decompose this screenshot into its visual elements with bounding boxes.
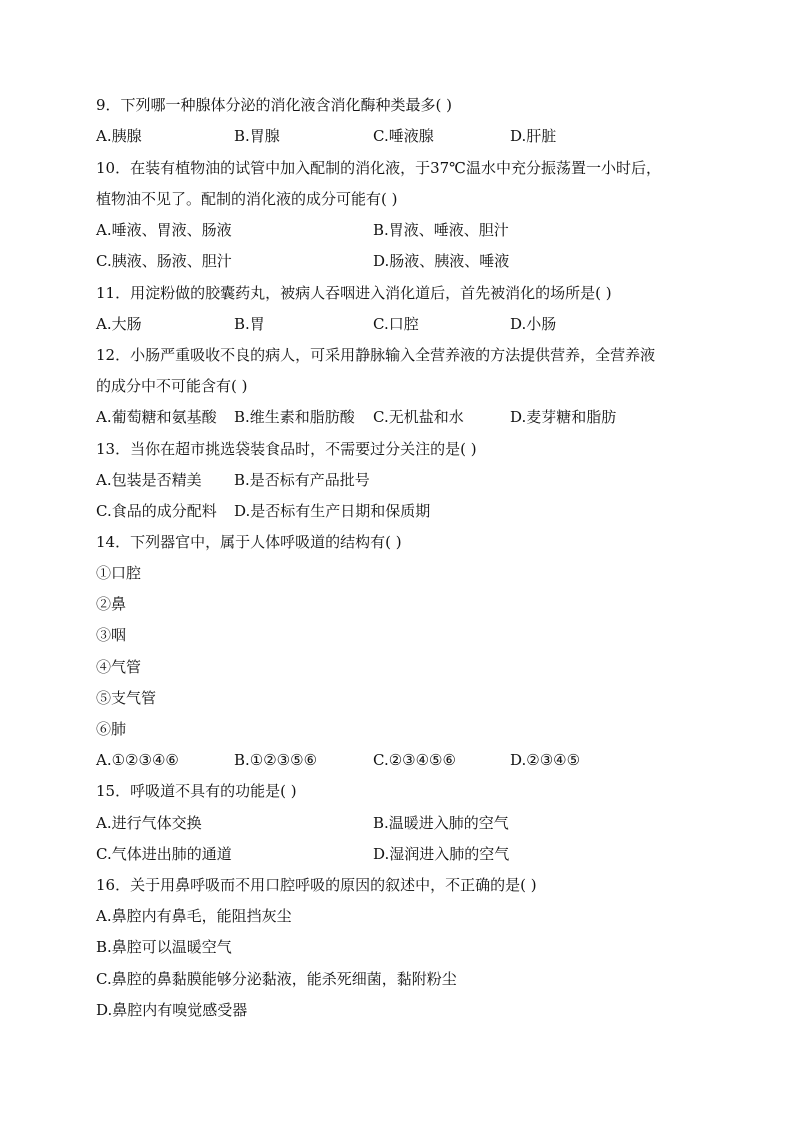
option-a: A.大肠 xyxy=(96,315,142,333)
option-c: C.口腔 xyxy=(373,315,419,333)
question-text: 14．下列器官中，属于人体呼吸道的结构有( ) xyxy=(96,533,402,551)
question-9-stem xyxy=(96,90,706,121)
option-b: B.胃液、唾液、胆汁 xyxy=(373,221,509,239)
option-c: C.食品的成分配料 xyxy=(96,502,217,520)
question-13-options-row-2 xyxy=(96,496,706,527)
question-text: 的成分中不可能含有( ) xyxy=(96,377,248,395)
option-d: D.湿润进入肺的空气 xyxy=(373,845,510,863)
question-text: 11．用淀粉做的胶囊药丸，被病人吞咽进入消化道后，首先被消化的场所是( ) xyxy=(96,284,612,302)
question-10-stem-line-1 xyxy=(96,153,706,184)
option-b: B.温暖进入肺的空气 xyxy=(373,814,509,832)
question-text: 9．下列哪一种腺体分泌的消化液含消化酶种类最多( ) xyxy=(96,96,453,114)
question-item: ①口腔 xyxy=(96,564,142,582)
question-10-options-row-1 xyxy=(96,215,706,246)
option-c: C.②③④⑤⑥ xyxy=(373,751,456,769)
question-text: 12．小肠严重吸收不良的病人，可采用静脉输入全营养液的方法提供营养，全营养液 xyxy=(96,346,656,364)
question-13-options-row-1 xyxy=(96,465,706,496)
question-16-stem xyxy=(96,870,706,901)
option-b: B.胃腺 xyxy=(234,127,280,145)
option-a: A.鼻腔内有鼻毛，能阻挡灰尘 xyxy=(96,907,292,925)
question-16-option-b xyxy=(96,932,706,963)
question-14-item-2 xyxy=(96,589,706,620)
option-d: D.麦芽糖和脂肪 xyxy=(510,408,617,426)
option-b: B.①②③⑤⑥ xyxy=(234,751,318,769)
option-c: C.唾液腺 xyxy=(373,127,434,145)
question-14-item-4 xyxy=(96,652,706,683)
option-d: D.是否标有生产日期和保质期 xyxy=(234,502,431,520)
option-c: C.胰液、肠液、胆汁 xyxy=(96,252,232,270)
question-14-options xyxy=(96,745,706,776)
question-14-item-3 xyxy=(96,620,706,651)
question-14-stem xyxy=(96,527,706,558)
option-b: B.是否标有产品批号 xyxy=(234,471,370,489)
option-a: A.包装是否精美 xyxy=(96,471,202,489)
question-15-stem xyxy=(96,776,706,807)
question-12-stem-line-2 xyxy=(96,371,706,402)
option-c: C.气体进出肺的通道 xyxy=(96,845,232,863)
option-c: C.无机盐和水 xyxy=(373,408,464,426)
option-d: D.肝脏 xyxy=(510,127,557,145)
question-text: 15．呼吸道不具有的功能是( ) xyxy=(96,782,297,800)
option-a: A.唾液、胃液、肠液 xyxy=(96,221,232,239)
question-15-options-row-1 xyxy=(96,808,706,839)
question-15-options-row-2 xyxy=(96,839,706,870)
question-16-option-c xyxy=(96,964,706,995)
question-9-options xyxy=(96,121,706,152)
option-a: A.胰腺 xyxy=(96,127,142,145)
option-d: D.鼻腔内有嗅觉感受器 xyxy=(96,1001,248,1019)
question-14-item-1 xyxy=(96,558,706,589)
option-d: D.小肠 xyxy=(510,315,557,333)
option-a: A.①②③④⑥ xyxy=(96,751,179,769)
option-b: B.胃 xyxy=(234,315,265,333)
question-item: ④气管 xyxy=(96,658,142,676)
question-text: 10．在装有植物油的试管中加入配制的消化液，于37℃温水中充分振荡置一小时后， xyxy=(96,159,661,177)
option-b: B.鼻腔可以温暖空气 xyxy=(96,938,232,956)
question-item: ②鼻 xyxy=(96,595,127,613)
question-14-item-5 xyxy=(96,683,706,714)
question-14-item-6 xyxy=(96,714,706,745)
option-a: A.进行气体交换 xyxy=(96,814,202,832)
question-item: ⑥肺 xyxy=(96,720,127,738)
option-d: D.②③④⑤ xyxy=(510,751,581,769)
question-text: 16．关于用鼻呼吸而不用口腔呼吸的原因的叙述中，不正确的是( ) xyxy=(96,876,537,894)
option-b: B.维生素和脂肪酸 xyxy=(234,408,355,426)
question-text: 13．当你在超市挑选袋装食品时，不需要过分关注的是( ) xyxy=(96,440,477,458)
option-d: D.肠液、胰液、唾液 xyxy=(373,252,510,270)
option-c: C.鼻腔的鼻黏膜能够分泌黏液，能杀死细菌，黏附粉尘 xyxy=(96,970,457,988)
question-item: ③咽 xyxy=(96,626,127,644)
question-10-stem-line-2 xyxy=(96,184,706,215)
question-text: 植物油不见了。配制的消化液的成分可能有( ) xyxy=(96,190,398,208)
question-13-stem xyxy=(96,434,706,465)
question-12-stem-line-1 xyxy=(96,340,706,371)
option-a: A.葡萄糖和氨基酸 xyxy=(96,408,217,426)
question-16-option-d xyxy=(96,995,706,1026)
question-11-stem xyxy=(96,278,706,309)
question-10-options-row-2 xyxy=(96,246,706,277)
question-12-options xyxy=(96,402,706,433)
question-11-options xyxy=(96,309,706,340)
question-item: ⑤支气管 xyxy=(96,689,157,707)
question-16-option-a xyxy=(96,901,706,932)
